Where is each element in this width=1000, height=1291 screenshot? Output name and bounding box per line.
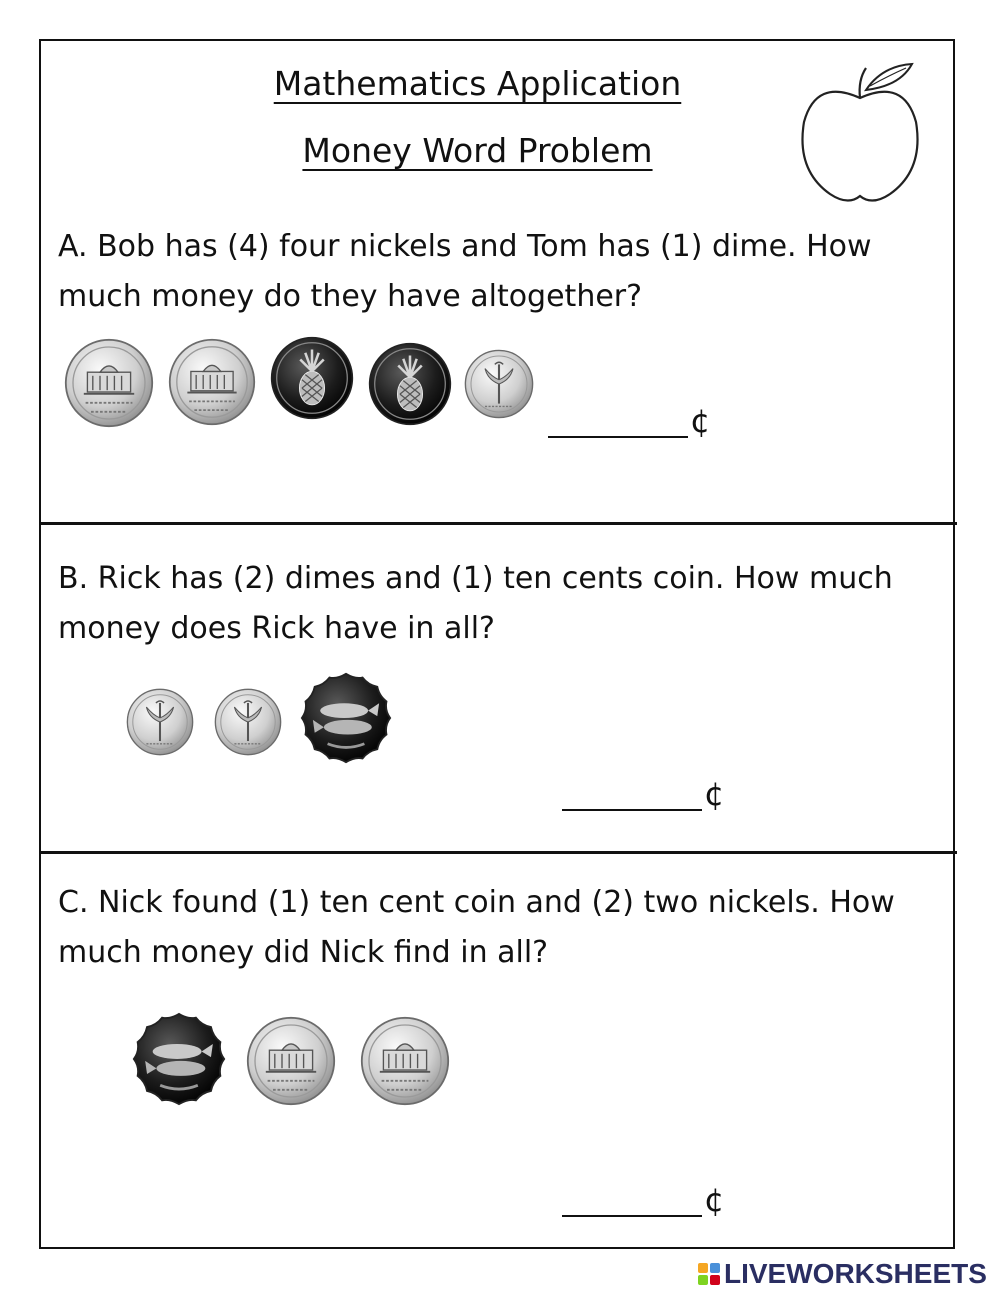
worksheet-title: Mathematics Application [273, 64, 682, 103]
apple-icon [796, 60, 926, 208]
dime-coin-icon [464, 349, 534, 419]
cent-sign: ¢ [704, 775, 725, 813]
question-a-text: A. Bob has (4) four nickels and Tom has (1) dime. How much money do they have altogether? [58, 229, 872, 314]
answer-b [562, 767, 724, 811]
answer-a [548, 394, 710, 438]
dime-coin-icon [214, 688, 282, 756]
nickel-coin-icon [360, 1016, 450, 1106]
liveworksheets-mark-icon [698, 1263, 720, 1285]
question-c-text: C. Nick found (1) ten cent coin and (2) two nickels. How much money did Nick find in all? [58, 885, 895, 970]
question-b-text: B. Rick has (2) dimes and (1) ten cents coin. How much money does Rick have in all? [58, 561, 893, 646]
answer-c [562, 1173, 724, 1217]
liveworksheets-logo[interactable] [698, 1258, 987, 1290]
fish-coin-icon [132, 1012, 226, 1106]
nickel-coin-icon [168, 338, 256, 426]
section-divider [39, 522, 957, 525]
pineapple-coin-icon [368, 342, 452, 426]
nickel-coin-icon [64, 338, 154, 428]
liveworksheets-brand: LIVEWORKSHEETS [724, 1258, 987, 1289]
fish-coin-icon [300, 672, 392, 764]
cent-sign: ¢ [690, 402, 711, 440]
answer-b-input[interactable] [562, 767, 702, 811]
pineapple-coin-icon [270, 336, 354, 420]
answer-a-input[interactable] [548, 394, 688, 438]
dime-coin-icon [126, 688, 194, 756]
cent-sign: ¢ [704, 1181, 725, 1219]
nickel-coin-icon [246, 1016, 336, 1106]
section-divider [39, 851, 957, 854]
worksheet-subtitle: Money Word Problem [302, 131, 653, 170]
answer-c-input[interactable] [562, 1173, 702, 1217]
